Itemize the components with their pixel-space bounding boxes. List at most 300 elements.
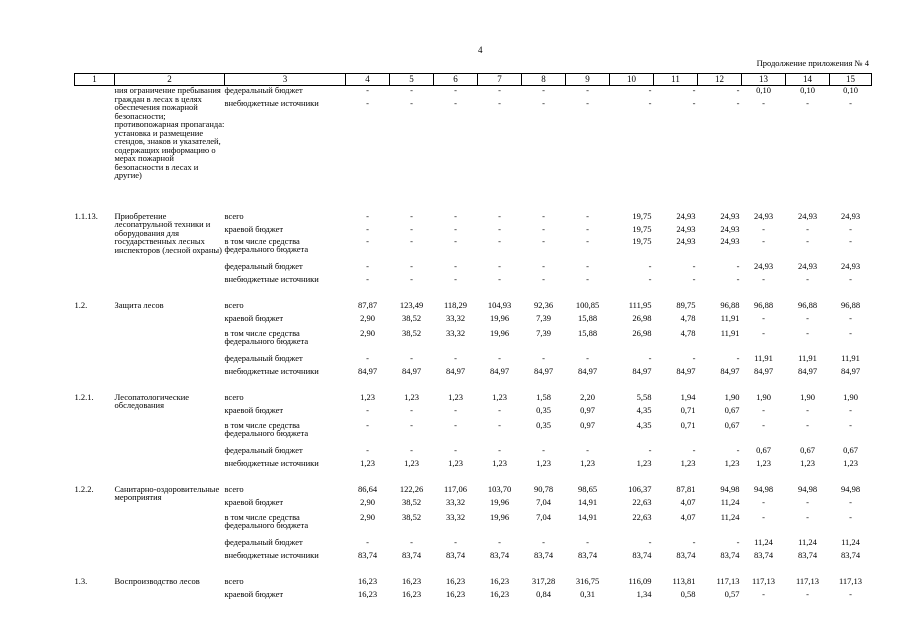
- value-cell-col-8: 92,36: [533, 299, 554, 310]
- value-cell-col-6: -: [454, 85, 457, 95]
- value-cell-col-7: -: [498, 352, 501, 363]
- value-cell-col-8: 0,35: [536, 404, 551, 415]
- value-cell-col-10: 111,95: [628, 299, 652, 310]
- value-cell-col-9: 1,23: [580, 457, 595, 468]
- value-cell-col-6: -: [454, 273, 457, 284]
- value-cell-col-6: 16,23: [445, 575, 466, 586]
- value-cell-col-15: 94,98: [840, 483, 861, 494]
- section-name: Воспроизводство лесов: [114, 575, 200, 586]
- value-cell-col-9: -: [586, 223, 589, 234]
- value-cell-col-11: 0,71: [680, 419, 696, 430]
- value-cell-col-4: -: [366, 444, 369, 455]
- funding-source: краевой бюджет: [224, 404, 284, 415]
- section-code: [75, 86, 115, 208]
- value-cell-col-14: 96,88: [797, 299, 818, 310]
- value-cell-col-12: 96,88: [720, 299, 740, 310]
- value-cell-col-8: -: [542, 85, 545, 95]
- value-cell-col-4: 16,23: [357, 575, 378, 586]
- column-header: 11: [654, 74, 698, 86]
- value-cell-col-8: 317,28: [531, 575, 556, 586]
- value-cell-col-5: -: [410, 85, 413, 95]
- table-row: [75, 86, 872, 99]
- value-cell-col-11: -: [692, 444, 696, 455]
- section-code: 1.2.2.: [74, 483, 94, 494]
- value-cell-col-6: -: [454, 260, 457, 271]
- value-cell-col-13: -: [762, 235, 765, 246]
- value-cell-col-4: 1,23: [360, 391, 375, 402]
- value-cell-col-5: -: [410, 419, 413, 430]
- value-cell-col-14: 11,24: [798, 536, 817, 547]
- value-cell-col-4: -: [366, 97, 369, 108]
- value-cell-col-4: -: [366, 273, 369, 284]
- value-cell-col-14: -: [806, 97, 809, 108]
- value-cell-col-8: -: [542, 352, 545, 363]
- value-cell-col-5: -: [410, 235, 413, 246]
- value-cell-col-12: 117,13: [716, 575, 740, 586]
- value-cell-col-9: 316,75: [575, 575, 600, 586]
- value-cell-col-9: -: [586, 97, 589, 108]
- value-cell-col-9: -: [586, 352, 589, 363]
- value-cell-col-11: 4,07: [680, 496, 696, 507]
- value-cell-col-13: -: [762, 97, 765, 108]
- value-cell-col-15: 1,90: [843, 391, 858, 402]
- column-header: 3: [225, 74, 346, 86]
- value-cell-col-14: -: [806, 327, 809, 338]
- value-cell-col-8: 7,39: [536, 327, 551, 338]
- value-cell-col-12: 24,93: [720, 223, 740, 234]
- value-cell-col-14: 94,98: [797, 483, 818, 494]
- value-cell-col-8: 1,58: [536, 391, 551, 402]
- value-cell-col-4: 2,90: [360, 511, 375, 522]
- value-cell-col-4: -: [366, 404, 369, 415]
- value-cell-col-10: 4,35: [636, 419, 652, 430]
- value-cell-col-10: 26,98: [632, 327, 652, 338]
- value-cell-col-12: -: [736, 444, 740, 455]
- value-cell-col-14: 0,67: [800, 444, 815, 455]
- value-cell-col-5: -: [410, 352, 413, 363]
- column-header: 12: [698, 74, 742, 86]
- value-cell-col-4: -: [366, 352, 369, 363]
- value-cell-col-7: -: [498, 419, 501, 430]
- funding-source: в том числе средства федерального бюджета: [224, 235, 309, 254]
- value-cell-col-13: -: [762, 496, 765, 507]
- value-cell-col-13: -: [762, 511, 765, 522]
- value-cell-col-6: 33,32: [445, 511, 466, 522]
- value-cell-col-7: 103,70: [487, 483, 512, 494]
- value-cell-col-7: -: [498, 444, 501, 455]
- value-cell-col-4: 1,23: [360, 457, 375, 468]
- column-header: 7: [478, 74, 522, 86]
- funding-source: федеральный бюджет: [224, 260, 303, 271]
- funding-source: в том числе средства федерального бюджета: [224, 419, 309, 438]
- value-cell-col-11: 4,78: [680, 312, 696, 323]
- value-cell-col-13: -: [762, 223, 765, 234]
- column-header: 6: [434, 74, 478, 86]
- value-cell-col-10: 19,75: [632, 235, 652, 246]
- value-cell-col-13: 0,67: [756, 444, 771, 455]
- value-cell-col-11: 1,94: [680, 391, 696, 402]
- value-cell-col-7: 19,96: [489, 312, 510, 323]
- appendix-continuation-title: Продолжение приложения № 4: [756, 58, 869, 68]
- value-cell-col-13: 24,93: [753, 260, 774, 271]
- value-cell-col-12: -: [736, 260, 740, 271]
- funding-source: всего: [224, 210, 244, 221]
- value-cell-col-13: 1,90: [756, 391, 771, 402]
- value-cell-col-9: -: [586, 210, 589, 221]
- section-code: 1.2.: [74, 299, 88, 310]
- value-cell-col-12: 0,67: [724, 404, 740, 415]
- value-cell-col-13: 1,23: [756, 457, 771, 468]
- value-cell-col-6: 117,06: [443, 483, 468, 494]
- value-cell-col-8: -: [542, 97, 545, 108]
- value-cell-col-6: 33,32: [445, 327, 466, 338]
- value-cell-col-12: 83,74: [720, 549, 740, 560]
- value-cell-col-14: 117,13: [795, 575, 820, 586]
- value-cell-col-6: 33,32: [445, 496, 466, 507]
- value-cell-col-5: 16,23: [401, 575, 422, 586]
- value-cell-col-11: -: [692, 85, 696, 95]
- value-cell-col-9: 0,97: [580, 419, 595, 430]
- value-cell-col-7: 16,23: [489, 575, 510, 586]
- value-cell-col-10: -: [648, 85, 652, 95]
- value-cell-col-9: 14,91: [577, 511, 598, 522]
- value-cell-col-11: 84,97: [676, 365, 696, 376]
- funding-source: внебюджетные источники: [224, 97, 319, 108]
- value-cell-col-7: -: [498, 235, 501, 246]
- value-cell-col-15: 96,88: [840, 299, 861, 310]
- section-name: Защита лесов: [114, 299, 164, 310]
- value-cell-col-15: 0,67: [843, 444, 858, 455]
- funding-source: в том числе средства федерального бюджета: [224, 511, 309, 530]
- value-cell-col-6: 16,23: [445, 588, 466, 599]
- value-cell-col-7: -: [498, 273, 501, 284]
- value-cell-col-15: -: [849, 235, 852, 246]
- value-cell-col-9: -: [586, 444, 589, 455]
- value-cell-col-5: 84,97: [401, 365, 422, 376]
- value-cell-col-7: 19,96: [489, 327, 510, 338]
- value-cell-col-7: 104,93: [487, 299, 512, 310]
- section-name: Приобретение лесопатрульной техники и оборудования для государственных лесных инспекторов (лесной охраны): [114, 210, 222, 255]
- value-cell-col-10: 106,37: [628, 483, 652, 494]
- value-cell-col-8: -: [542, 235, 545, 246]
- value-cell-col-12: 11,91: [720, 327, 740, 338]
- value-cell-col-14: 24,93: [797, 260, 818, 271]
- column-header: 8: [522, 74, 566, 86]
- value-cell-col-12: -: [736, 97, 740, 108]
- value-cell-col-7: -: [498, 260, 501, 271]
- funding-source: федеральный бюджет: [224, 444, 303, 455]
- value-cell-col-4: 2,90: [360, 496, 375, 507]
- value-cell-col-4: -: [366, 536, 369, 547]
- funding-source: всего: [224, 483, 244, 494]
- value-cell-col-4: -: [366, 260, 369, 271]
- value-cell-col-7: -: [498, 210, 501, 221]
- value-cell-col-6: -: [454, 444, 457, 455]
- value-cell-col-5: 38,52: [401, 327, 422, 338]
- value-cell-col-6: -: [454, 536, 457, 547]
- value-cell-col-5: -: [410, 97, 413, 108]
- value-cell-col-11: 83,74: [676, 549, 696, 560]
- value-cell-col-13: 96,88: [753, 299, 774, 310]
- funding-source: внебюджетные источники: [224, 549, 319, 560]
- value-cell-col-4: 2,90: [360, 312, 375, 323]
- value-cell-col-6: -: [454, 97, 457, 108]
- value-cell-col-7: 84,97: [489, 365, 510, 376]
- value-cell-col-9: 15,88: [577, 327, 598, 338]
- value-cell-col-4: -: [366, 223, 369, 234]
- value-cell-col-8: 84,97: [533, 365, 554, 376]
- value-cell-col-10: -: [648, 352, 652, 363]
- section-name: Лесопатологические обследования: [114, 391, 190, 410]
- table-row: [75, 212, 872, 225]
- table-body: [75, 86, 872, 603]
- value-cell-col-7: 19,96: [489, 496, 510, 507]
- value-cell-col-6: 84,97: [445, 365, 466, 376]
- funding-source: федеральный бюджет: [224, 536, 303, 547]
- value-cell-col-11: -: [692, 273, 696, 284]
- value-cell-col-13: -: [762, 588, 765, 599]
- value-cell-col-10: 1,34: [636, 588, 652, 599]
- value-cell-col-10: -: [648, 536, 652, 547]
- value-cell-col-13: -: [762, 419, 765, 430]
- value-cell-col-12: 24,93: [720, 235, 740, 246]
- funding-source: краевой бюджет: [224, 496, 284, 507]
- value-cell-col-13: 11,91: [754, 352, 773, 363]
- value-cell-col-10: 83,74: [632, 549, 652, 560]
- value-cell-col-4: 87,87: [357, 299, 378, 310]
- table-row: [75, 485, 872, 498]
- funding-source: всего: [224, 391, 244, 402]
- value-cell-col-10: 5,58: [636, 391, 652, 402]
- value-cell-col-14: -: [806, 235, 809, 246]
- value-cell-col-10: 26,98: [632, 312, 652, 323]
- value-cell-col-7: 1,23: [492, 457, 507, 468]
- value-cell-col-5: -: [410, 536, 413, 547]
- value-cell-col-11: 0,58: [680, 588, 696, 599]
- value-cell-col-5: -: [410, 210, 413, 221]
- funding-source: краевой бюджет: [224, 223, 284, 234]
- value-cell-col-4: -: [366, 85, 369, 95]
- value-cell-col-9: -: [586, 85, 589, 95]
- value-cell-col-14: -: [806, 511, 809, 522]
- value-cell-col-15: 11,24: [841, 536, 860, 547]
- section-name: ния ограничение пребывания граждан в лесах в целях обеспечения пожарной безопасности; противопожарная пропаганда: установка и размещение стендов, знаков и указателей, содержащих информацию о мерах пожарной безопасности в лесах и другие): [114, 85, 225, 180]
- value-cell-col-9: 100,85: [575, 299, 600, 310]
- value-cell-col-12: 94,98: [720, 483, 740, 494]
- value-cell-col-6: 118,29: [443, 299, 468, 310]
- column-header: 9: [566, 74, 610, 86]
- value-cell-col-10: 4,35: [636, 404, 652, 415]
- funding-source: краевой бюджет: [224, 312, 284, 323]
- value-cell-col-9: 0,97: [580, 404, 595, 415]
- value-cell-col-14: 0,10: [800, 85, 815, 95]
- table-header: [75, 74, 872, 86]
- value-cell-col-5: -: [410, 404, 413, 415]
- value-cell-col-9: 83,74: [577, 549, 598, 560]
- value-cell-col-6: -: [454, 235, 457, 246]
- value-cell-col-10: 22,63: [632, 511, 652, 522]
- value-cell-col-14: -: [806, 273, 809, 284]
- value-cell-col-4: 83,74: [357, 549, 378, 560]
- value-cell-col-15: -: [849, 511, 852, 522]
- value-cell-col-13: 117,13: [751, 575, 776, 586]
- value-cell-col-12: 1,90: [724, 391, 740, 402]
- value-cell-col-14: -: [806, 223, 809, 234]
- value-cell-col-12: 24,93: [720, 210, 740, 221]
- value-cell-col-15: -: [849, 496, 852, 507]
- value-cell-col-7: -: [498, 97, 501, 108]
- value-cell-col-14: 1,23: [800, 457, 815, 468]
- value-cell-col-15: 24,93: [840, 260, 861, 271]
- value-cell-col-10: -: [648, 273, 652, 284]
- value-cell-col-10: 116,09: [628, 575, 652, 586]
- funding-source: краевой бюджет: [224, 588, 284, 599]
- value-cell-col-13: -: [762, 312, 765, 323]
- value-cell-col-11: 24,93: [676, 210, 696, 221]
- value-cell-col-15: -: [849, 97, 852, 108]
- value-cell-col-7: -: [498, 404, 501, 415]
- value-cell-col-11: 24,93: [676, 223, 696, 234]
- value-cell-col-8: -: [542, 210, 545, 221]
- value-cell-col-13: 0,10: [756, 85, 771, 95]
- value-cell-col-13: -: [762, 404, 765, 415]
- value-cell-col-8: -: [542, 260, 545, 271]
- value-cell-col-8: 7,39: [536, 312, 551, 323]
- value-cell-col-9: 15,88: [577, 312, 598, 323]
- value-cell-col-5: -: [410, 260, 413, 271]
- value-cell-col-11: -: [692, 260, 696, 271]
- table-row: [75, 577, 872, 590]
- value-cell-col-4: -: [366, 210, 369, 221]
- value-cell-col-12: -: [736, 273, 740, 284]
- value-cell-col-15: -: [849, 588, 852, 599]
- value-cell-col-7: 1,23: [492, 391, 507, 402]
- value-cell-col-15: -: [849, 273, 852, 284]
- budget-table: [74, 73, 872, 603]
- value-cell-col-15: -: [849, 223, 852, 234]
- value-cell-col-5: 122,26: [399, 483, 424, 494]
- value-cell-col-7: -: [498, 85, 501, 95]
- value-cell-col-14: -: [806, 404, 809, 415]
- value-cell-col-15: 84,97: [840, 365, 861, 376]
- column-header: 1: [75, 74, 115, 86]
- value-cell-col-9: 14,91: [577, 496, 598, 507]
- funding-source: внебюджетные источники: [224, 365, 319, 376]
- value-cell-col-9: -: [586, 260, 589, 271]
- value-cell-col-15: 24,93: [840, 210, 861, 221]
- value-cell-col-14: 1,90: [800, 391, 815, 402]
- value-cell-col-14: 24,93: [797, 210, 818, 221]
- value-cell-col-9: 84,97: [577, 365, 598, 376]
- value-cell-col-9: -: [586, 235, 589, 246]
- section-code: 1.2.1.: [74, 391, 94, 402]
- value-cell-col-6: 33,32: [445, 312, 466, 323]
- value-cell-col-8: 90,78: [533, 483, 554, 494]
- funding-source: в том числе средства федерального бюджета: [224, 327, 309, 346]
- value-cell-col-15: 0,10: [843, 85, 858, 95]
- value-cell-col-14: -: [806, 312, 809, 323]
- value-cell-col-6: -: [454, 210, 457, 221]
- value-cell-col-6: 1,23: [448, 457, 463, 468]
- value-cell-col-10: 19,75: [632, 223, 652, 234]
- value-cell-col-13: 24,93: [753, 210, 774, 221]
- funding-source: внебюджетные источники: [224, 273, 319, 284]
- value-cell-col-9: -: [586, 273, 589, 284]
- value-cell-col-8: 83,74: [533, 549, 554, 560]
- value-cell-col-11: -: [692, 352, 696, 363]
- value-cell-col-12: -: [736, 85, 740, 95]
- table-row: [75, 393, 872, 406]
- section-code: 1.3.: [74, 575, 88, 586]
- value-cell-col-4: 2,90: [360, 327, 375, 338]
- value-cell-col-14: -: [806, 588, 809, 599]
- value-cell-col-13: -: [762, 327, 765, 338]
- value-cell-col-11: 24,93: [676, 235, 696, 246]
- value-cell-col-5: 38,52: [401, 511, 422, 522]
- section-code: 1.1.13.: [74, 210, 98, 221]
- value-cell-col-10: 1,23: [636, 457, 652, 468]
- value-cell-col-6: 83,74: [445, 549, 466, 560]
- value-cell-col-8: 7,04: [536, 496, 551, 507]
- value-cell-col-5: 1,23: [404, 457, 419, 468]
- value-cell-col-10: 22,63: [632, 496, 652, 507]
- value-cell-col-8: 0,35: [536, 419, 551, 430]
- value-cell-col-4: 84,97: [357, 365, 378, 376]
- value-cell-col-15: -: [849, 404, 852, 415]
- value-cell-col-4: -: [366, 235, 369, 246]
- value-cell-col-5: 83,74: [401, 549, 422, 560]
- table-row: [75, 301, 872, 314]
- value-cell-col-12: 0,67: [724, 419, 740, 430]
- value-cell-col-5: -: [410, 223, 413, 234]
- value-cell-col-10: -: [648, 260, 652, 271]
- value-cell-col-8: 0,84: [536, 588, 551, 599]
- value-cell-col-7: 19,96: [489, 511, 510, 522]
- value-cell-col-6: -: [454, 404, 457, 415]
- value-cell-col-15: 11,91: [841, 352, 860, 363]
- value-cell-col-14: -: [806, 419, 809, 430]
- value-cell-col-5: 38,52: [401, 496, 422, 507]
- value-cell-col-4: -: [366, 419, 369, 430]
- value-cell-col-6: -: [454, 419, 457, 430]
- value-cell-col-8: 1,23: [536, 457, 551, 468]
- value-cell-col-12: 11,24: [720, 496, 740, 507]
- funding-source: всего: [224, 299, 244, 310]
- section-name: Санитарно-оздоровительные мероприятия: [114, 483, 220, 502]
- column-header: 5: [390, 74, 434, 86]
- column-header: 2: [115, 74, 225, 86]
- value-cell-col-4: 86,64: [357, 483, 378, 494]
- value-cell-col-10: -: [648, 444, 652, 455]
- value-cell-col-10: -: [648, 97, 652, 108]
- value-cell-col-8: -: [542, 536, 545, 547]
- value-cell-col-15: -: [849, 327, 852, 338]
- value-cell-col-7: -: [498, 536, 501, 547]
- funding-source: всего: [224, 575, 244, 586]
- value-cell-col-12: 1,23: [724, 457, 740, 468]
- funding-source: внебюджетные источники: [224, 457, 319, 468]
- column-header: 14: [786, 74, 830, 86]
- value-cell-col-6: -: [454, 352, 457, 363]
- funding-source: федеральный бюджет: [224, 352, 303, 363]
- value-cell-col-14: 84,97: [797, 365, 818, 376]
- value-cell-col-8: -: [542, 444, 545, 455]
- value-cell-col-10: 19,75: [632, 210, 652, 221]
- value-cell-col-11: 89,75: [676, 299, 696, 310]
- value-cell-col-12: -: [736, 352, 740, 363]
- value-cell-col-15: 1,23: [843, 457, 858, 468]
- value-cell-col-8: -: [542, 273, 545, 284]
